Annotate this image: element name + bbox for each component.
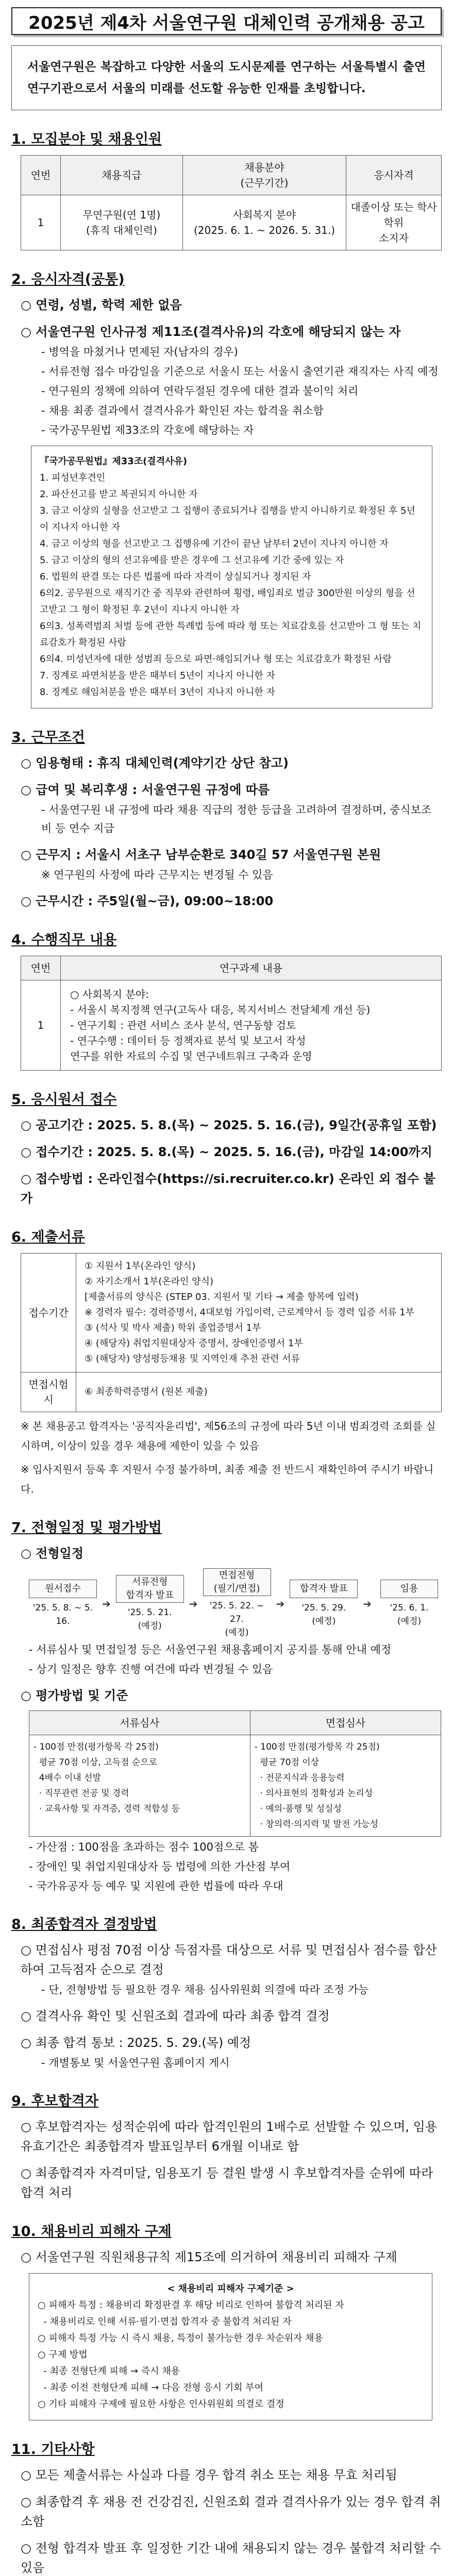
- duty-table: [21, 956, 442, 1071]
- section-5-title: 5. 응시원서 접수: [11, 1092, 117, 1108]
- doc-line: ② 자기소개서 1부(온라인 양식): [85, 1276, 214, 1287]
- section-7-title: 7. 전형일정 및 평가방법: [11, 1520, 162, 1536]
- box-line: - 최종 전형단계 피해 → 즉시 채용: [38, 2366, 180, 2377]
- flow-step: 임용 '25. 6. 1. (예정): [377, 1580, 442, 1628]
- apply-item: ○ 접수기간 : 2025. 5. 8.(목) ~ 2025. 5. 16.(금), 마감일 14:00까지: [21, 1145, 432, 1159]
- cond-sub: ※ 연구원의 사정에 따라 근무지는 변경될 수 있음: [41, 869, 273, 881]
- sched-note: - 서류심사 및 면접일정 등은 서울연구원 채용홈페이지 공지를 통해 안내 예정: [29, 1643, 392, 1656]
- doc-note: ※ 본 채용공고 합격자는 '공직자윤리법', 제56조의 규정에 따라 5년 이내 범죄경력 조회를 실시하며, 이상이 있을 경우 채용에 제한이 있을 수 있음: [21, 1420, 436, 1452]
- eval-note: - 국가유공자 등 예우 및 지원에 관한 법률에 따라 우대: [29, 1880, 283, 1892]
- box-line: 5. 금고 이상의 형의 선고유예를 받은 경우에 그 선고유예 기간 중에 있는 자: [40, 555, 344, 566]
- docs-cell: ⑥ 최종학력증명서 (원본 제출): [76, 1372, 442, 1412]
- final-sub: - 개별통보 및 서울연구원 홈페이지 게시: [41, 2057, 230, 2069]
- box-line: 4. 금고 이상의 형을 선고받고 그 집행유예 기간이 끝난 날부터 2년이 지나지 아니한 자: [40, 538, 389, 549]
- disqualification-box: [31, 446, 432, 708]
- col-no: 연번: [21, 156, 61, 195]
- duty-line: 연구를 위한 자료의 수집 및 연구네트워크 구축과 운영: [70, 1050, 312, 1062]
- flow-step: 서류전형 합격자 발표 '25. 5. 21. (예정): [116, 1575, 184, 1633]
- schedule-flow: [29, 1568, 442, 1639]
- cond-item: ○ 급여 및 복리후생 : 서울연구원 규정에 따름: [21, 783, 270, 797]
- flow-step: 면접전형 (필기/면접) '25. 5. 22. ~ 27. (예정): [203, 1568, 271, 1639]
- qual-line: - 병역을 마쳤거나 면제된 자(남자의 경우): [41, 346, 238, 358]
- section-8-title: 8. 최종합격자 결정방법: [11, 1917, 157, 1933]
- cond-item: ○ 근무시간 : 주5일(월~금), 09:00~18:00: [21, 894, 274, 908]
- duty-line: ○ 사회복지 분야:: [70, 988, 149, 1001]
- col-field: 채용분야 (근무기간): [183, 156, 346, 195]
- doc-line: [제출서류의 양식은 (STEP 03. 지원서 및 기타 → 제출 항목에 입력): [85, 1292, 359, 1302]
- final-item: ○ 결격사유 확인 및 신원조회 결과에 따라 최종 합격 결정: [21, 2009, 330, 2023]
- final-item: ○ 최종 합격 통보 : 2025. 5. 29.(목) 예정: [21, 2036, 251, 2050]
- cell: 무연구원(연 1명) (휴직 대체인력): [61, 195, 183, 250]
- duty-line: - 연구기획 : 관련 서비스 조사 분석, 연구동향 검토: [70, 1019, 296, 1031]
- box-line: - 채용비리로 인해 서류·필기·면접 합격자 중 불합격 처리된 자: [38, 2316, 292, 2327]
- reserve-item: ○ 후보합격자는 성적순위에 따라 합격인원의 1배수로 선발할 수 있으며, 임용 유효기간은 최종합격자 발표일부터 6개월 이내로 함: [21, 2120, 438, 2154]
- section-2-title: 2. 응시자격(공통): [11, 272, 125, 287]
- qual-line: - 국가공무원법 제33조의 각호에 해당하는 자: [41, 424, 254, 436]
- duty-cell: [61, 980, 442, 1071]
- arrow-icon: ➔: [276, 1598, 285, 1610]
- eval-table: [29, 1710, 441, 1837]
- col-no: 연번: [21, 956, 61, 980]
- section-4-title: 4. 수행직무 내용: [11, 932, 117, 948]
- doc-line: ※ 경력자 필수: 경력증명서, 4대보험 가입이력, 근로계약서 등 경력 입증 서류 1부: [85, 1307, 415, 1318]
- box-line: ○ 피해자 특정 : 채용비리 확정판결 후 해당 비리로 인하여 불합격 처리된 자: [38, 2300, 344, 2311]
- box-line: 6의4. 미성년자에 대한 성범죄 등으로 파면·해임되거나 형 또는 치료감호가 확정된 사람: [40, 654, 392, 665]
- eval-sub: ○ 평가방법 및 기준: [21, 1688, 128, 1703]
- announcement-page: [0, 7, 453, 2576]
- apply-item: ○ 접수방법 : 온라인접수(https://si.recruiter.co.kr) 온라인 외 접수 불가: [21, 1172, 435, 1206]
- col-qual: 응시자격: [346, 156, 442, 195]
- eval-int-cell: - 100점 만점(평가항목 각 25점) 평균 70점 이상 · 전문지식과 응용능력 · 의사표현의 정확성과 논리성 · 예의·품행 및 성실성 · 창의력·의지력 및 발전 가능성: [250, 1735, 441, 1837]
- section-9-title: 9. 후보합격자: [11, 2093, 98, 2109]
- doc-line: ⑤ (해당자) 양성평등채용 및 지역인재 추천 관련 서류: [85, 1353, 300, 1364]
- misc-item: ○ 전형 합격자 발표 후 일정한 기간 내에 채용되지 않는 경우 불합격 처리할 수 있음: [21, 2541, 441, 2575]
- doc-line: ④ (해당자) 취업지원대상자 증명서, 장애인증명서 1부: [85, 1338, 303, 1349]
- duty-line: - 연구수행 : 데이터 등 정책자료 분석 및 보고서 작성: [70, 1035, 306, 1047]
- box-line: 2. 파산선고를 받고 복권되지 아니한 자: [40, 489, 198, 500]
- documents-table: [21, 1253, 442, 1412]
- box-line: ○ 기타 피해자 구제에 필요한 사항은 인사위원회 의결로 결정: [38, 2399, 284, 2410]
- section-6-title: 6. 제출서류: [11, 1229, 85, 1245]
- eval-note: - 장애인 및 취업지원대상자 등 법령에 의한 가산점 부여: [29, 1860, 291, 1873]
- cell: 대졸이상 또는 학사학위 소지자: [346, 195, 442, 250]
- qual-line: - 서류전형 접수 마감일을 기준으로 서울시 또는 서울시 출연기관 재직자는 사직 예정: [41, 365, 439, 378]
- page-title: 2025년 제4차 서울연구원 대체인력 공개채용 공고: [11, 7, 442, 35]
- box-line: ○ 구제 방법: [38, 2349, 88, 2360]
- eval-note: - 가산점 : 100점을 초과하는 점수 100점으로 봄: [29, 1841, 259, 1853]
- apply-item: ○ 공고기간 : 2025. 5. 8.(목) ~ 2025. 5. 16.(금), 9일간(공휴일 포함): [21, 1118, 437, 1132]
- doc-note: ※ 입사지원서 등록 후 지원서 수정 불가하며, 최종 제출 전 반드시 재확인하여 주시기 바랍니다.: [21, 1463, 434, 1495]
- reserve-item: ○ 최종합격자 자격미달, 임용포기 등 결원 발생 시 후보합격자를 순위에 따라 합격 처리: [21, 2166, 433, 2200]
- cond-item: ○ 근무지 : 서울시 서초구 남부순환로 340길 57 서울연구원 본원: [21, 848, 381, 862]
- col-int-eval: 면접심사: [250, 1711, 441, 1735]
- final-item: ○ 면접심사 평점 70점 이상 득점자를 대상으로 서류 및 면접심사 점수를 합산하여 고득점자 순으로 결정: [21, 1943, 437, 1977]
- cell: 1: [21, 195, 61, 250]
- arrow-icon: ➔: [102, 1598, 111, 1610]
- box-line: - 최종 이전 전형단계 피해 → 다음 전형 응시 기회 부여: [38, 2382, 263, 2393]
- box-line: 6의3. 성폭력범죄 처벌 등에 관한 특례법 등에 따라 형 또는 치료감호를 선고받아 그 형 또는 치료감호가 확정된 사람: [40, 621, 422, 648]
- box-line: 7. 징계로 파면처분을 받은 때부터 5년이 지나지 아니한 자: [40, 670, 275, 681]
- cond-item: ○ 임용형태 : 휴직 대체인력(계약기간 상단 참고): [21, 756, 289, 770]
- cell: 1: [21, 980, 61, 1071]
- box-line: 6. 법원의 판결 또는 다른 법률에 따라 자격이 상실되거나 정지된 자: [40, 571, 311, 582]
- sched-note: - 상기 일정은 향후 진행 여건에 따라 변경될 수 있음: [29, 1663, 273, 1675]
- section-10-title: 10. 채용비리 피해자 구제: [11, 2224, 172, 2240]
- misc-item: ○ 최종합격 후 채용 전 건강검진, 신원조회 결과 결격사유가 있는 경우 합격 취소함: [21, 2495, 441, 2529]
- box-title: 『국가공무원법』제33조(결격사유): [40, 456, 188, 467]
- cond-sub: - 서울연구원 내 규정에 따라 채용 직급의 정한 등급을 고려하여 결정하며, 중식보조비 등 연수 지급: [41, 804, 432, 835]
- section-3-title: 3. 근무조건: [11, 730, 85, 745]
- section-1-title: 1. 모집분야 및 채용인원: [11, 131, 162, 147]
- relief-box: [29, 2273, 432, 2420]
- col-duty: 연구과제 내용: [61, 956, 442, 980]
- intro-text: 서울연구원은 복잡하고 다양한 서울의 도시문제를 연구하는 서울특별시 출연 연구기관으로서 서울의 미래를 선도할 유능한 인재를 초빙합니다.: [11, 45, 442, 110]
- qual-b: ○ 서울연구원 인사규정 제11조(결격사유)의 각호에 해당되지 않는 자: [21, 325, 401, 339]
- box-line: 1. 피성년후견인: [40, 472, 106, 483]
- section-11-title: 11. 기타사항: [11, 2442, 95, 2458]
- qual-a: ○ 연령, 성별, 학력 제한 없음: [21, 298, 182, 312]
- docs-label: 면접시험 시: [21, 1372, 76, 1412]
- doc-line: ③ (석사 및 박사 제출) 학위 졸업증명서 1부: [85, 1323, 261, 1333]
- arrow-icon: ➔: [189, 1598, 198, 1610]
- flow-step: 합격자 발표 '25. 5. 29. (예정): [290, 1580, 358, 1628]
- sched-sub: ○ 전형일정: [21, 1546, 84, 1561]
- flow-step: 원서접수 '25. 5. 8. ~ 5. 16.: [29, 1580, 97, 1628]
- box-line: 6의2. 공무원으로 재직기간 중 직무와 관련하여 횡령, 배임죄로 벌금 300만원 이상의 형을 선고받고 그 형이 확정된 후 2년이 지나지 아니한 자: [40, 588, 415, 615]
- final-sub: - 단, 전형방법 등 필요한 경우 채용 심사위원회 의결에 따라 조정 가능: [41, 1984, 369, 1996]
- box-line: 3. 금고 이상의 실형을 선고받고 그 집행이 종료되거나 집행을 받지 아니하기로 확정된 후 5년이 지나지 아니한 자: [40, 505, 415, 533]
- relief-item: ○ 서울연구원 직원채용규칙 제15조에 의거하여 채용비리 피해자 구제: [21, 2250, 397, 2264]
- position-table: [21, 155, 442, 250]
- col-doc-eval: 서류심사: [29, 1711, 250, 1735]
- box-title: < 채용비리 피해자 구제기준 >: [167, 2283, 294, 2294]
- duty-line: - 서울시 복지정책 연구(고독사 대응, 복지서비스 전달체계 개선 등): [70, 1004, 371, 1016]
- qual-line: - 채용 최종 결과에서 결격사유가 확인된 자는 합격을 취소함: [41, 404, 324, 417]
- doc-line: ① 지원서 1부(온라인 양식): [85, 1261, 196, 1272]
- box-line: 8. 징계로 해임처분을 받은 때부터 3년이 지나지 아니한 자: [40, 687, 275, 698]
- col-grade: 채용직급: [61, 156, 183, 195]
- qual-line: - 연구원의 정책에 의하여 연락두절된 경우에 대한 결과 불이익 처리: [41, 385, 359, 397]
- docs-cell: [76, 1253, 442, 1372]
- arrow-icon: ➔: [363, 1598, 372, 1610]
- eval-doc-cell: - 100점 만점(평가항목 각 25점) 평균 70점 이상, 고득점 순으로 4배수 이내 선발 · 직무관련 전공 및 경력 · 교육사항 및 자격증, 경력 적합성 등: [29, 1735, 250, 1837]
- docs-label: 접수기간: [21, 1253, 76, 1372]
- misc-item: ○ 모든 제출서류는 사실과 다를 경우 합격 취소 또는 채용 무효 처리됨: [21, 2468, 397, 2482]
- box-line: ○ 피해자 특정 가능 시 즉시 채용, 특정이 불가능한 경우 차순위자 채용: [38, 2333, 323, 2344]
- cell: 사회복지 분야 (2025. 6. 1. ~ 2026. 5. 31.): [183, 195, 346, 250]
